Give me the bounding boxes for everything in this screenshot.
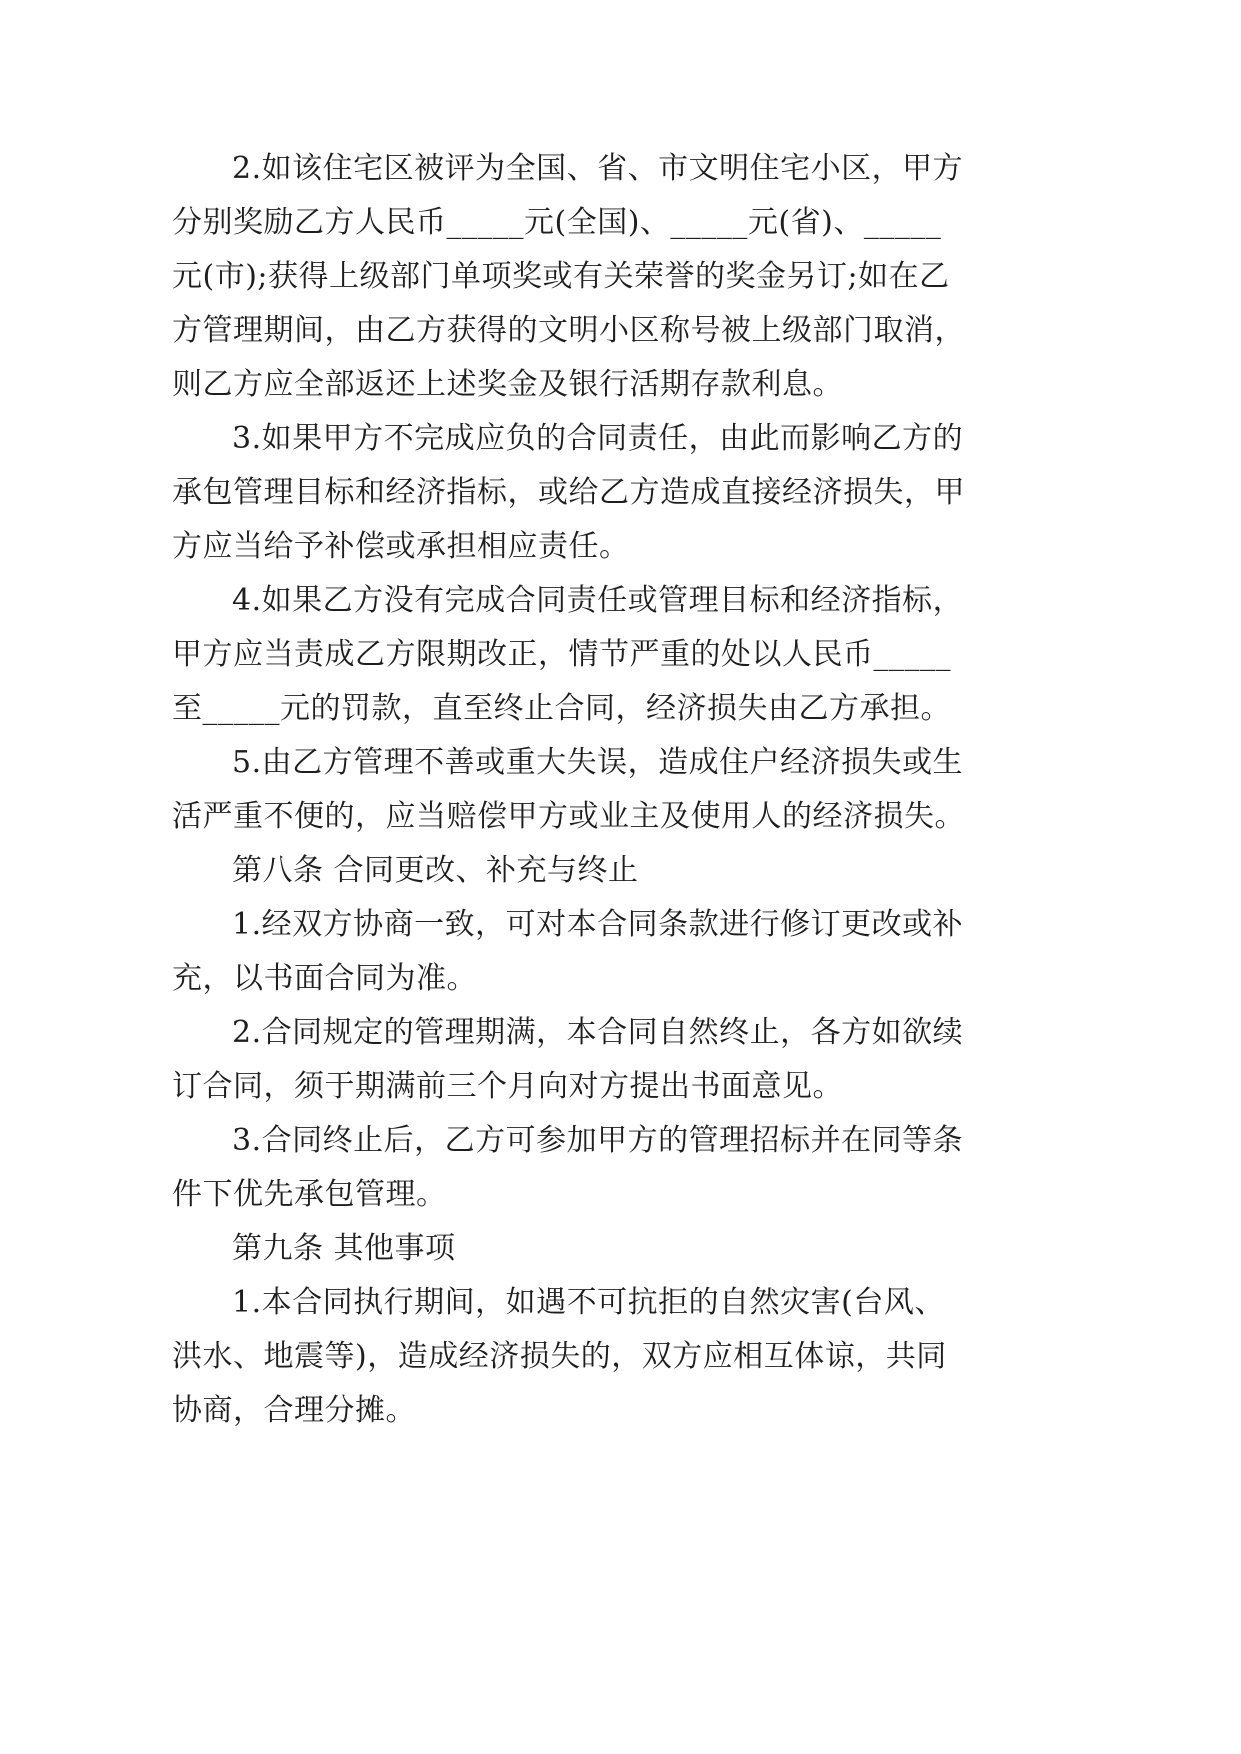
text-line: 方应当给予补偿或承担相应责任。 — [172, 529, 630, 564]
text-line: 3.如果甲方不完成应负的合同责任，由此而影响乙方的 — [232, 421, 964, 456]
text-line: 2.如该住宅区被评为全国、省、市文明住宅小区，甲方 — [232, 151, 964, 186]
text-line: 分别奖励乙方人民币_____元(全国)、_____元(省)、_____ — [172, 205, 942, 240]
text-line: 件下优先承包管理。 — [172, 1177, 447, 1212]
text-line: 4.如果乙方没有完成合同责任或管理目标和经济指标， — [232, 583, 964, 618]
text-line: 5.由乙方管理不善或重大失误，造成住户经济损失或生 — [232, 745, 964, 780]
text-line: 3.合同终止后，乙方可参加甲方的管理招标并在同等条 — [232, 1123, 964, 1158]
section-heading: 第九条 其他事项 — [232, 1231, 456, 1266]
text-line: 承包管理目标和经济指标，或给乙方造成直接经济损失，甲 — [172, 475, 965, 510]
text-line: 活严重不便的，应当赔偿甲方或业主及使用人的经济损失。 — [172, 799, 965, 834]
text-line: 2.合同规定的管理期满，本合同自然终止，各方如欲续 — [232, 1015, 964, 1050]
text-line: 洪水、地震等)，造成经济损失的，双方应相互体谅，共同 — [172, 1339, 947, 1374]
text-line: 则乙方应全部返还上述奖金及银行活期存款利息。 — [172, 367, 843, 402]
text-line: 订合同，须于期满前三个月向对方提出书面意见。 — [172, 1069, 843, 1104]
text-line: 至_____元的罚款，直至终止合同，经济损失由乙方承担。 — [172, 691, 951, 726]
text-line: 甲方应当责成乙方限期改正，情节严重的处以人民币_____ — [172, 637, 951, 672]
text-line: 1.本合同执行期间，如遇不可抗拒的自然灾害(台风、 — [232, 1285, 945, 1320]
section-heading: 第八条 合同更改、补充与终止 — [232, 853, 639, 888]
text-line: 1.经双方协商一致，可对本合同条款进行修订更改或补 — [232, 907, 964, 942]
text-line: 元(市);获得上级部门单项奖或有关荣誉的奖金另订;如在乙 — [172, 259, 950, 294]
text-line: 协商，合理分摊。 — [172, 1393, 416, 1428]
text-line: 充，以书面合同为准。 — [172, 961, 477, 996]
text-line: 方管理期间，由乙方获得的文明小区称号被上级部门取消， — [172, 313, 965, 348]
